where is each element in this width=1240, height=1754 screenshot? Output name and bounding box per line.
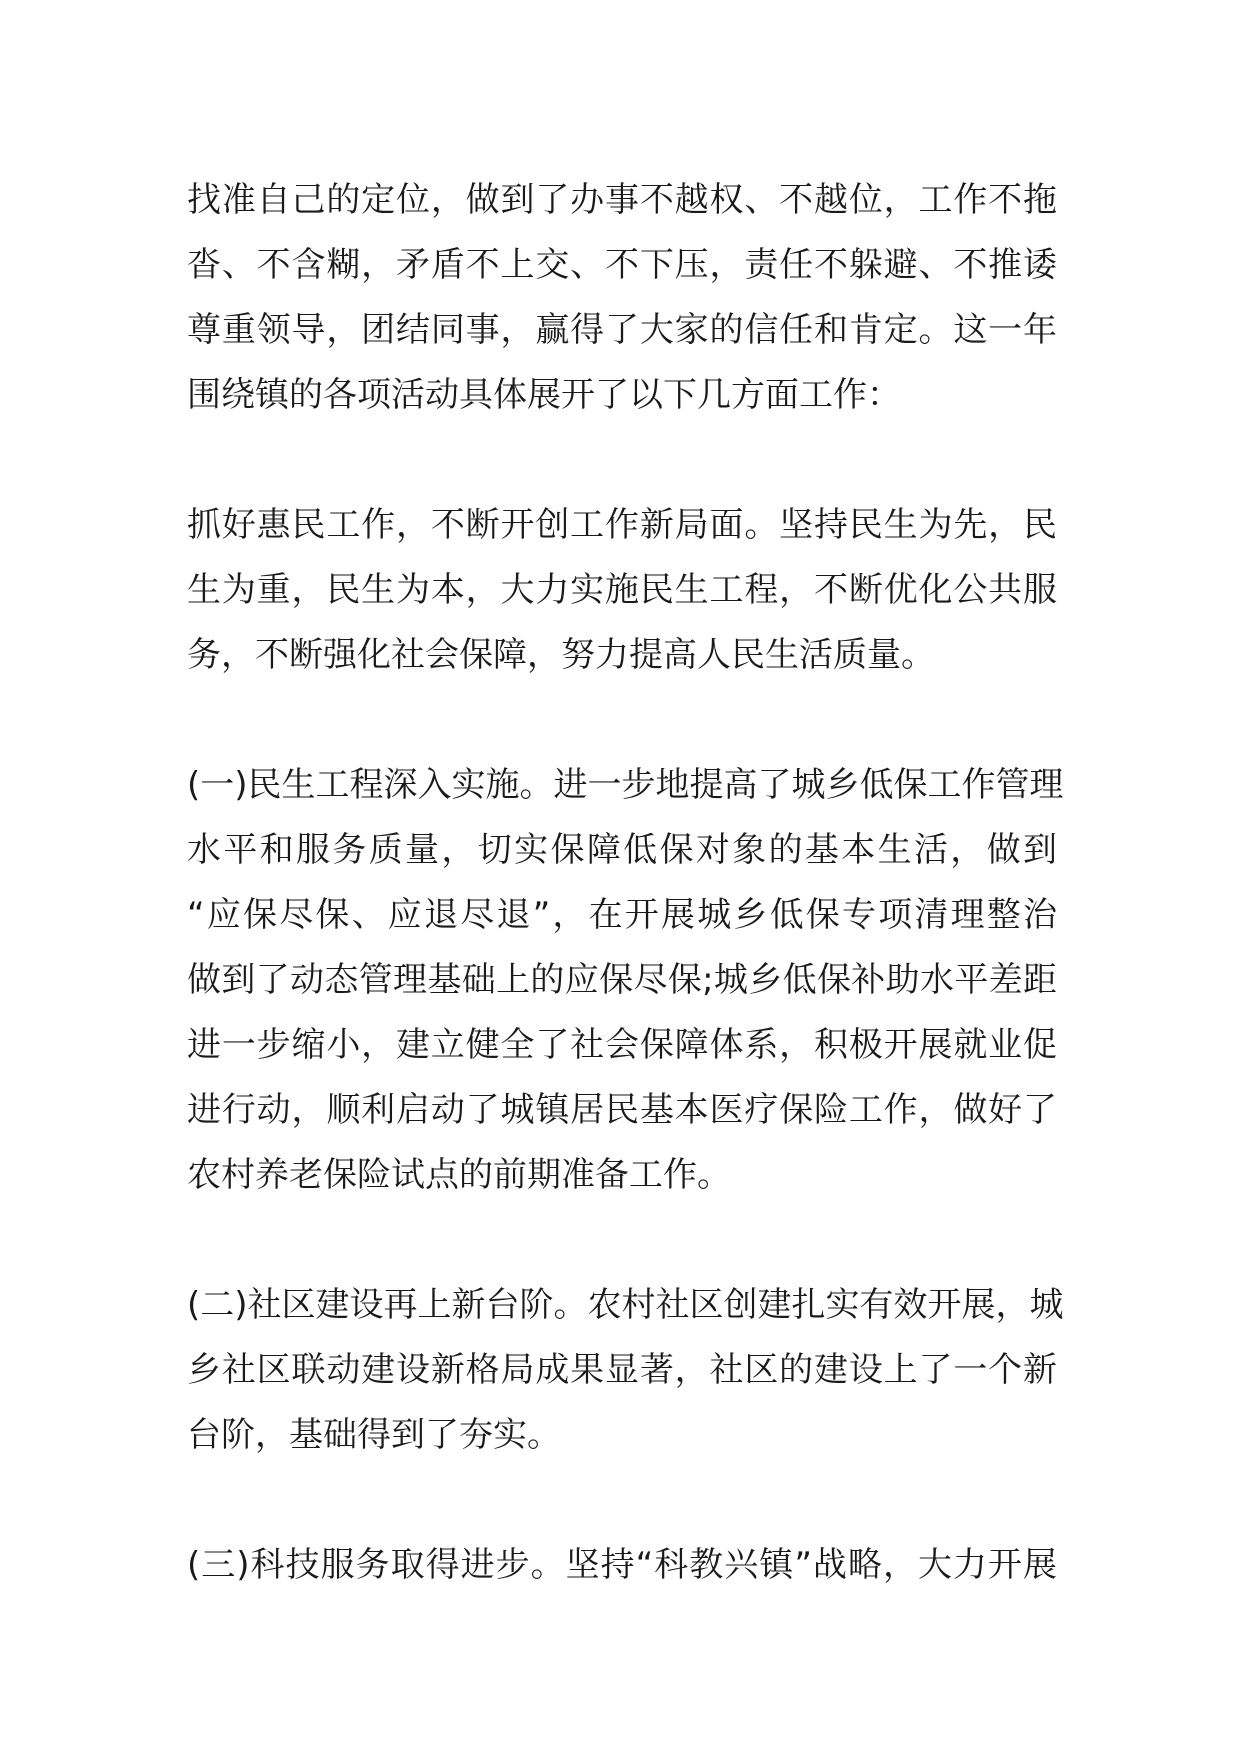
text-line: 农村养老保险试点的前期准备工作。 bbox=[187, 1155, 731, 1195]
paragraph-spacer bbox=[187, 1208, 1057, 1273]
text-line: 务，不断强化社会保障，努力提高人民生活质量。 bbox=[187, 635, 935, 675]
text-line: (二)社区建设再上新台阶。农村社区创建扎实有效开展，城 bbox=[187, 1285, 1064, 1325]
paragraph-section-1 bbox=[187, 753, 1064, 1208]
text-line: 生为重，民生为本，大力实施民生工程，不断优化公共服 bbox=[187, 570, 1057, 610]
text-line: (三)科技服务取得进步。坚持“科教兴镇”战略，大力开展 bbox=[187, 1545, 1057, 1585]
paragraph-spacer bbox=[187, 1468, 1057, 1533]
paragraph-spacer bbox=[187, 428, 1057, 493]
text-line: 抓好惠民工作，不断开创工作新局面。坚持民生为先，民 bbox=[187, 505, 1057, 545]
text-line: 水平和服务质量，切实保障低保对象的基本生活，做到 bbox=[187, 830, 1057, 870]
text-line: 找准自己的定位，做到了办事不越权、不越位，工作不拖 bbox=[187, 180, 1057, 220]
text-line: (一)民生工程深入实施。进一步地提高了城乡低保工作管理 bbox=[187, 765, 1064, 805]
paragraph-spacer bbox=[187, 688, 1057, 753]
text-line: 尊重领导，团结同事，赢得了大家的信任和肯定。这一年 bbox=[187, 310, 1057, 350]
paragraph-section-2 bbox=[187, 1273, 1064, 1468]
paragraph-welfare bbox=[187, 493, 1057, 688]
paragraph-intro bbox=[187, 168, 1057, 428]
paragraph-section-3 bbox=[187, 1533, 1057, 1598]
text-line: “应保尽保、应退尽退”，在开展城乡低保专项清理整治 bbox=[187, 895, 1057, 935]
document-body bbox=[187, 168, 1064, 1598]
text-line: 围绕镇的各项活动具体展开了以下几方面工作： bbox=[187, 375, 901, 415]
text-line: 台阶，基础得到了夯实。 bbox=[187, 1415, 561, 1455]
text-line: 沓、不含糊，矛盾不上交、不下压，责任不躲避、不推诿 bbox=[187, 245, 1057, 285]
text-line: 做到了动态管理基础上的应保尽保;城乡低保补助水平差距 bbox=[187, 960, 1058, 1000]
text-line: 乡社区联动建设新格局成果显著，社区的建设上了一个新 bbox=[187, 1350, 1057, 1390]
text-line: 进一步缩小，建立健全了社会保障体系，积极开展就业促 bbox=[187, 1025, 1057, 1065]
text-line: 进行动，顺利启动了城镇居民基本医疗保险工作，做好了 bbox=[187, 1090, 1057, 1130]
